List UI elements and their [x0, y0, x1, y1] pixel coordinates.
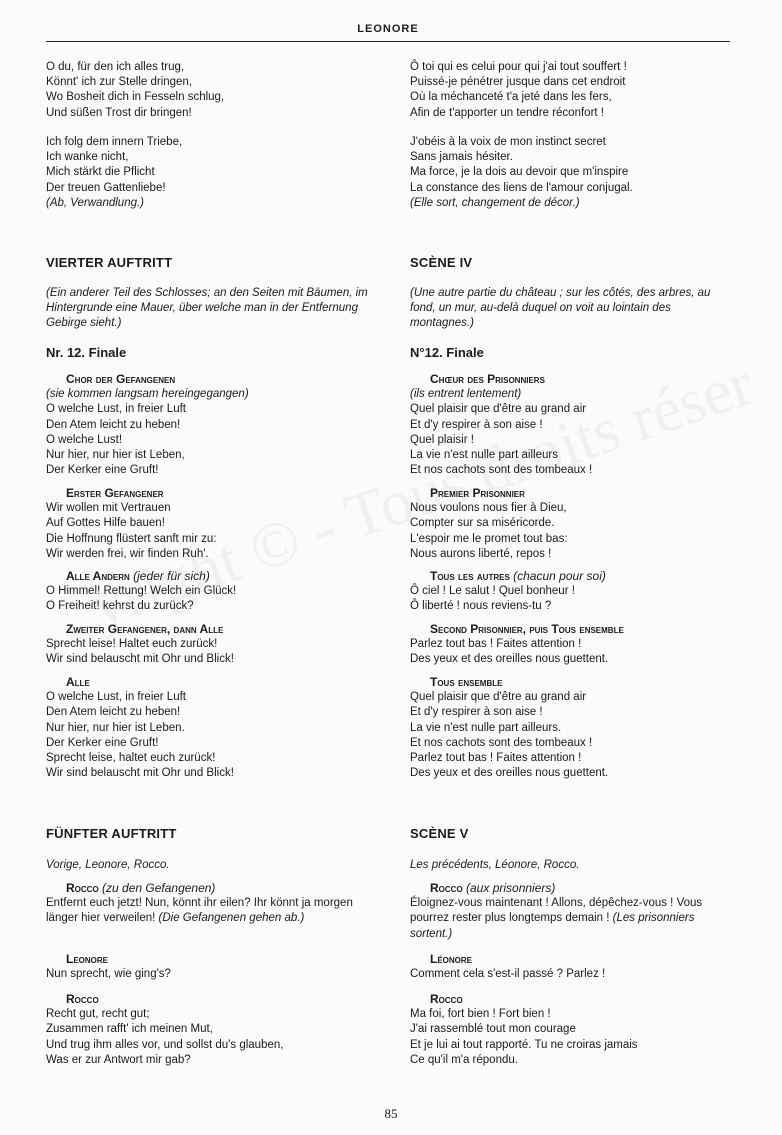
speaker-name: Rocco: [430, 992, 463, 1006]
verse-line: Ce qu'il m'a répondu.: [410, 1053, 518, 1066]
scene5-direction-fr: Les précédents, Léonore, Rocco.: [410, 859, 580, 871]
verse-line: Ma force, je la dois au devoir que m'inspire: [410, 166, 629, 179]
verse-line: Nun sprecht, wie ging's?: [46, 968, 171, 981]
speaker-label: Rocco: [430, 881, 463, 895]
scene4-title-fr: SCÈNE IV: [410, 255, 473, 270]
speaker-name: Zweiter Gefangener, dann Alle: [66, 622, 224, 636]
dialogue-line: Éloignez-vous maintenant ! Allons, dépêchez-vous ! Vous pourrez rester plus longtemps demain !: [410, 897, 703, 925]
verse-line: Ô toi qui es celui pour qui j'ai tout souffert !: [410, 61, 627, 73]
number-title-fr: N°12. Finale: [410, 345, 484, 360]
verse-line: Die Hoffnung flüstert sanft mir zu:: [46, 532, 217, 545]
chor-block-fr: [410, 372, 740, 478]
verse-line: Ô ciel ! Le salut ! Quel bonheur !: [410, 585, 575, 598]
verse-line: Parlez tout bas ! Faites attention !: [410, 752, 582, 765]
verse-line: Was er zur Antwort mir gab?: [46, 1053, 191, 1066]
verse-line: Zusammen rafft' ich meinen Mut,: [46, 1023, 213, 1036]
stage-direction: (Les prisonniers sortent.): [410, 912, 695, 940]
running-header: LEONORE: [46, 22, 730, 42]
verse-line: Der Kerker eine Gruft!: [46, 464, 159, 477]
verse-line: L'espoir me le promet tout bas:: [410, 532, 568, 545]
erster-block-fr: [410, 486, 740, 562]
verse-line: Und trug ihm alles vor, und sollst du's glauben,: [46, 1038, 284, 1051]
verse-line: O Freiheit! kehrst du zurück?: [46, 600, 194, 613]
rocco2-block-de: [46, 992, 386, 1068]
verse-line: Ma foi, fort bien ! Fort bien !: [410, 1008, 551, 1021]
verse-line: Quel plaisir !: [410, 433, 474, 446]
speaker-name: Rocco: [66, 992, 99, 1006]
verse-line: Et nos cachots sont des tombeaux !: [410, 464, 593, 477]
scene5-direction-de: Vorige, Leonore, Rocco.: [46, 859, 170, 871]
speaker-name: Erster Gefangener: [66, 486, 164, 500]
verse-line: Nur hier, nur hier ist Leben,: [46, 449, 185, 462]
verse-line: Où la méchanceté t'a jeté dans les fers,: [410, 91, 612, 104]
verse-line: Des yeux et des oreilles nous guettent.: [410, 653, 609, 666]
zweiter-block-de: [46, 622, 386, 668]
verse-line: Et d'y respirer à son aise !: [410, 418, 543, 431]
verse-line: Ich folg dem innern Triebe,: [46, 136, 183, 148]
rocco2-block-fr: [410, 992, 740, 1068]
verse2-de: [46, 135, 386, 211]
verse-line: Ô liberté ! nous reviens-tu ?: [410, 600, 552, 613]
speaker-name: [46, 881, 366, 896]
scene5-title-fr: SCÈNE V: [410, 826, 469, 841]
stage-direction: (Die Gefangenen gehen ab.): [158, 912, 305, 925]
verse-line: Puissé-je pénétrer jusque dans cet endroit: [410, 76, 626, 89]
rocco1-block-de: [46, 881, 366, 927]
verse-line: Nous voulons nous fier à Dieu,: [410, 502, 567, 515]
alle-andern-block-fr: [410, 569, 740, 615]
erster-block-de: [46, 486, 386, 562]
speaker-name: Tous ensemble: [430, 675, 503, 689]
verse-line: Et je lui ai tout rapporté. Tu ne croiras jamais: [410, 1038, 638, 1051]
alle-andern-block-de: [46, 569, 386, 615]
speaker-name: Second Prisonnier, puis Tous ensemble: [430, 622, 624, 636]
verse-line: Nur hier, nur hier ist Leben.: [46, 721, 185, 734]
verse-line: Et d'y respirer à son aise !: [410, 706, 543, 719]
stage-direction: (Elle sort, changement de décor.): [410, 196, 580, 209]
speaker-name: [46, 569, 386, 584]
page-number: 85: [384, 1106, 398, 1121]
verse-line: Quel plaisir que d'être au grand air: [410, 403, 587, 416]
verse-line: Recht gut, recht gut;: [46, 1008, 150, 1021]
verse-line: J'ai rassemblé tout mon courage: [410, 1023, 576, 1036]
stage-direction: (aux prisonniers): [466, 881, 556, 895]
speaker-label: Alle Andern: [66, 569, 130, 583]
leonore-block-de: [46, 952, 386, 982]
zweiter-block-fr: [410, 622, 740, 668]
verse-line: La vie n'est nulle part ailleurs.: [410, 721, 562, 734]
verse-line: Sprecht leise, haltet euch zurück!: [46, 752, 216, 765]
verse-line: Könnt' ich zur Stelle dringen,: [46, 76, 193, 89]
verse-line: Ich wanke nicht,: [46, 151, 129, 164]
dialogue-text: [410, 896, 730, 942]
verse-line: Compter sur sa miséricorde.: [410, 517, 555, 530]
verse-line: Nous aurons liberté, repos !: [410, 547, 552, 560]
verse-line: Wo Bosheit dich in Fesseln schlug,: [46, 91, 225, 104]
verse-line: Sprecht leise! Haltet euch zurück!: [46, 638, 218, 651]
leonore-block-fr: [410, 952, 740, 982]
chor-block-de: [46, 372, 386, 478]
rocco1-block-fr: [410, 881, 730, 942]
stage-direction: (jeder für sich): [133, 569, 210, 583]
verse-line: Et nos cachots sont des tombeaux !: [410, 736, 593, 749]
speaker-name: [410, 881, 730, 896]
speaker-name: [410, 569, 740, 584]
verse-line: Den Atem leicht zu heben!: [46, 418, 181, 431]
verse-line: Mich stärkt die Pflicht: [46, 166, 155, 179]
stage-direction: (zu den Gefangenen): [102, 881, 216, 895]
verse-line: Wir sind belauscht mit Ohr und Blick!: [46, 653, 234, 666]
verse-line: Des yeux et des oreilles nous guettent.: [410, 767, 609, 780]
verse-line: J'obéis à la voix de mon instinct secret: [410, 136, 606, 148]
dialogue-text: [46, 896, 366, 926]
scene5-title-de: FÜNFTER AUFTRITT: [46, 826, 177, 841]
speaker-name: Léonore: [430, 952, 473, 966]
verse-line: O Himmel! Rettung! Welch ein Glück!: [46, 585, 237, 598]
verse-line: Der treuen Gattenliebe!: [46, 181, 166, 194]
speaker-name: Chor der Gefangenen: [66, 372, 176, 386]
verse-line: Wir sind belauscht mit Ohr und Blick!: [46, 767, 234, 780]
stage-direction: (chacun pour soi): [513, 569, 606, 583]
verse-line: Auf Gottes Hilfe bauen!: [46, 517, 165, 530]
verse-line: Parlez tout bas ! Faites attention !: [410, 638, 582, 651]
speaker-name: Chœur des Prisonniers: [430, 372, 545, 386]
verse1-fr: [410, 60, 740, 121]
scene4-title-de: VIERTER AUFTRITT: [46, 255, 173, 270]
verse1-de: [46, 60, 386, 121]
number-title-de: Nr. 12. Finale: [46, 345, 127, 360]
stage-direction: (Ab, Verwandlung.): [46, 196, 145, 209]
stage-direction: (ils entrent lentement): [410, 388, 522, 401]
verse-line: Und süßen Trost dir bringen!: [46, 106, 192, 119]
verse-line: O welche Lust, in freier Luft: [46, 403, 186, 416]
verse-line: O welche Lust!: [46, 433, 123, 446]
alle-block-de: [46, 675, 386, 781]
dialogue-line: Entfernt euch jetzt! Nun, könnt ihr eilen? Ihr könnt ja morgen länger hier verweilen!: [46, 897, 353, 925]
speaker-name: Alle: [66, 675, 90, 689]
scene4-direction-de: (Ein anderer Teil des Schlosses; an den Seiten mit Bäumen, im Hintergrunde eine Mauer, über welche man in der Entfernung Gebirge sieht.): [46, 287, 368, 330]
scene4-direction-fr: (Une autre partie du château ; sur les côtés, des arbres, au fond, un mur, au-delà duquel on voit au lointain des montagnes.): [410, 287, 711, 330]
speaker-name: Premier Prisonnier: [430, 486, 525, 500]
verse-line: Wir wollen mit Vertrauen: [46, 502, 171, 515]
verse-line: Den Atem leicht zu heben!: [46, 706, 181, 719]
verse2-fr: [410, 135, 740, 211]
verse-line: Wir werden frei, wir finden Ruh'.: [46, 547, 209, 560]
verse-line: O du, für den ich alles trug,: [46, 61, 185, 73]
stage-direction: (sie kommen langsam hereingegangen): [46, 388, 249, 401]
verse-line: Sans jamais hésiter.: [410, 151, 513, 164]
verse-line: Quel plaisir que d'être au grand air: [410, 691, 587, 704]
speaker-name: Leonore: [66, 952, 109, 966]
verse-line: La constance des liens de l'amour conjugal.: [410, 181, 633, 194]
verse-line: Comment cela s'est-il passé ? Parlez !: [410, 968, 606, 981]
verse-line: La vie n'est nulle part ailleurs: [410, 449, 558, 462]
verse-line: Afin de t'apporter un tendre réconfort !: [410, 106, 604, 119]
verse-line: O welche Lust, in freier Luft: [46, 691, 186, 704]
verse-line: Der Kerker eine Gruft!: [46, 736, 159, 749]
alle-block-fr: [410, 675, 740, 781]
speaker-label: Tous les autres: [430, 569, 510, 583]
speaker-label: Rocco: [66, 881, 99, 895]
